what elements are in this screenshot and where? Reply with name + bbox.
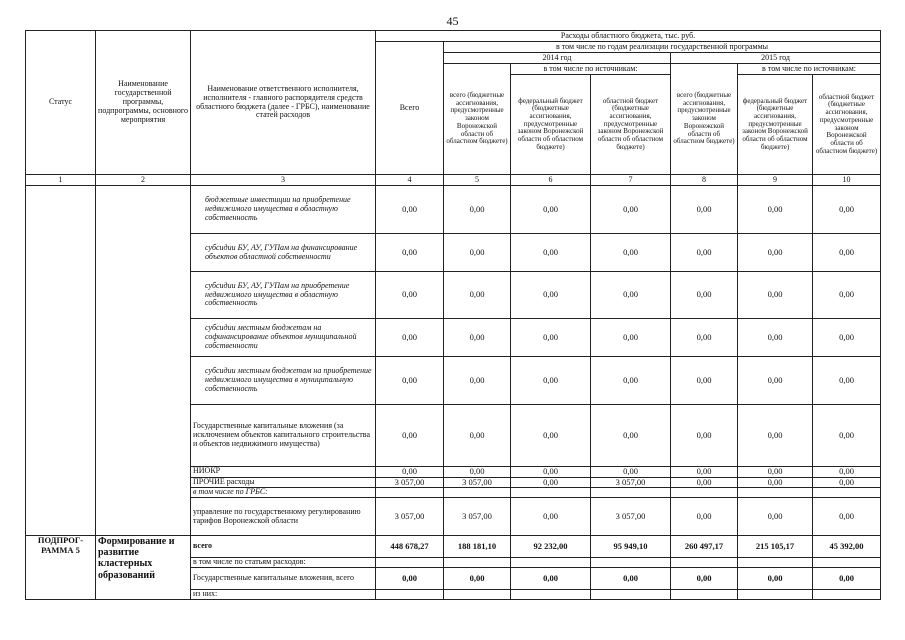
cell-value: 3 057,00 (376, 498, 444, 536)
cell-value: 448 678,27 (376, 536, 444, 558)
cell-value: 0,00 (813, 498, 881, 536)
cell-value: 0,00 (376, 357, 444, 405)
cell-value: 0,00 (813, 319, 881, 357)
header-by-sources-2014: в том числе по источникам: (511, 64, 671, 75)
cell-value: 0,00 (813, 272, 881, 319)
row-label: Государственные капитальные вложения, всего (191, 568, 376, 590)
cell-value (376, 488, 444, 498)
header-col-total-2014: всего (бюджетные ассигнования, предусмотренные законом Воронежской области об областном бюджете) (444, 64, 511, 175)
row-label: НИОКР (191, 467, 376, 478)
cell-value: 0,00 (671, 568, 738, 590)
cell-value: 0,00 (511, 319, 591, 357)
cell-value: 0,00 (671, 234, 738, 272)
cell-value: 0,00 (511, 405, 591, 467)
row-label: Государственные капитальные вложения (за исключением объектов капитального строительства и объектов недвижимого имущества) (191, 405, 376, 467)
cell-value: 0,00 (813, 186, 881, 234)
cell-value: 0,00 (376, 405, 444, 467)
subprogram-status: ПОДПРОГ-РАММА 5 (26, 536, 96, 600)
cell-value: 188 181,10 (444, 536, 511, 558)
cell-value: 0,00 (376, 319, 444, 357)
header-col-regional-2015: областной бюджет (бюджетные ассигнования, предусмотренные законом Воронежской области об областном бюджете) (813, 75, 881, 175)
cell-value: 0,00 (444, 467, 511, 478)
header-year-2014: 2014 год (444, 53, 671, 64)
col-number: 1 (26, 175, 96, 186)
cell-value: 0,00 (591, 357, 671, 405)
header-executor: Наименование ответственного исполнителя, исполнителя - главного распорядителя средств областного бюджета (далее - ГРБС), наименование статей расходов (191, 31, 376, 175)
cell-value: 0,00 (444, 272, 511, 319)
cell-value: 3 057,00 (444, 477, 511, 488)
cell-value: 260 497,17 (671, 536, 738, 558)
table-row (26, 186, 881, 234)
cell-value: 0,00 (511, 498, 591, 536)
cell-value: 0,00 (511, 477, 591, 488)
table-row (26, 536, 881, 558)
cell-value (511, 558, 591, 568)
cell-value: 0,00 (813, 467, 881, 478)
row-label: бюджетные инвестиции на приобретение недвижимого имущества в областную собственность (191, 186, 376, 234)
cell-value: 0,00 (591, 234, 671, 272)
cell-value: 0,00 (738, 498, 813, 536)
row-label: всего (191, 536, 376, 558)
cell-value: 0,00 (376, 234, 444, 272)
cell-value: 215 105,17 (738, 536, 813, 558)
cell-value: 0,00 (738, 319, 813, 357)
col-number: 4 (376, 175, 444, 186)
budget-table (25, 30, 881, 600)
cell-value (444, 558, 511, 568)
cell-value: 0,00 (671, 272, 738, 319)
row-label: из них: (191, 590, 376, 600)
cell-value: 0,00 (738, 568, 813, 590)
cell-value: 0,00 (511, 234, 591, 272)
cell-value: 0,00 (671, 186, 738, 234)
cell-value: 0,00 (444, 357, 511, 405)
cell-value: 0,00 (813, 234, 881, 272)
cell-value (738, 488, 813, 498)
cell-value: 0,00 (511, 272, 591, 319)
cell-value: 0,00 (444, 405, 511, 467)
cell-value: 0,00 (813, 477, 881, 488)
col-number: 3 (191, 175, 376, 186)
cell-value: 0,00 (444, 319, 511, 357)
cell-value: 0,00 (738, 234, 813, 272)
cell-value: 0,00 (444, 568, 511, 590)
cell-value (671, 488, 738, 498)
cell-value: 0,00 (738, 357, 813, 405)
header-expenses-title: Расходы областного бюджета, тыс. руб. (376, 31, 881, 42)
cell-value (738, 558, 813, 568)
cell-value: 0,00 (671, 405, 738, 467)
col-number: 5 (444, 175, 511, 186)
cell-value: 45 392,00 (813, 536, 881, 558)
cell-value: 3 057,00 (376, 477, 444, 488)
row-label: субсидии БУ, АУ, ГУПам на финансирование объектов областной собственности (191, 234, 376, 272)
cell-value (591, 488, 671, 498)
program-cell-empty (96, 186, 191, 536)
cell-value: 0,00 (511, 568, 591, 590)
cell-value: 0,00 (738, 272, 813, 319)
cell-value: 0,00 (376, 467, 444, 478)
col-number: 9 (738, 175, 813, 186)
cell-value: 0,00 (738, 477, 813, 488)
header-year-2015: 2015 год (671, 53, 881, 64)
cell-value: 92 232,00 (511, 536, 591, 558)
cell-value: 0,00 (444, 186, 511, 234)
col-number: 2 (96, 175, 191, 186)
cell-value: 0,00 (511, 467, 591, 478)
cell-value: 0,00 (671, 319, 738, 357)
cell-value: 0,00 (671, 467, 738, 478)
header-by-sources-2015: в том числе по источникам: (738, 64, 881, 75)
col-number: 6 (511, 175, 591, 186)
cell-value: 0,00 (671, 357, 738, 405)
row-label: ПРОЧИЕ расходы (191, 477, 376, 488)
page-number: 45 (446, 14, 459, 28)
cell-value: 3 057,00 (591, 477, 671, 488)
header-program-name: Наименование государственной программы, подпрограммы, основного мероприятия (96, 31, 191, 175)
cell-value (444, 590, 511, 600)
cell-value: 0,00 (591, 319, 671, 357)
cell-value (813, 488, 881, 498)
cell-value: 0,00 (591, 186, 671, 234)
cell-value: 0,00 (738, 467, 813, 478)
cell-value (511, 590, 591, 600)
cell-value (376, 558, 444, 568)
header-by-years: в том числе по годам реализации государственной программы (444, 42, 881, 53)
cell-value: 3 057,00 (444, 498, 511, 536)
cell-value: 0,00 (591, 467, 671, 478)
cell-value: 0,00 (671, 498, 738, 536)
col-number: 10 (813, 175, 881, 186)
cell-value (444, 488, 511, 498)
cell-value: 0,00 (444, 234, 511, 272)
row-label: субсидии БУ, АУ, ГУПам на приобретение недвижимого имущества в областную собственность (191, 272, 376, 319)
cell-value: 3 057,00 (591, 498, 671, 536)
cell-value: 0,00 (376, 568, 444, 590)
cell-value: 0,00 (738, 186, 813, 234)
col-number: 8 (671, 175, 738, 186)
cell-value: 0,00 (511, 357, 591, 405)
cell-value (511, 488, 591, 498)
cell-value: 0,00 (671, 477, 738, 488)
cell-value (738, 590, 813, 600)
header-total: Всего (376, 42, 444, 175)
cell-value: 0,00 (813, 568, 881, 590)
status-cell-empty (26, 186, 96, 536)
row-label: управление по государственному регулированию тарифов Воронежской области (191, 498, 376, 536)
cell-value: 0,00 (376, 186, 444, 234)
cell-value (376, 590, 444, 600)
cell-value (671, 590, 738, 600)
header-col-total-2015: всего (бюджетные ассигнования, предусмотренные законом Воронежской области об областном бюджете) (671, 64, 738, 175)
cell-value: 0,00 (738, 405, 813, 467)
cell-value: 0,00 (591, 568, 671, 590)
header-col-federal-2015: федеральный бюджет (бюджетные ассигнования, предусмотренные законом Воронежской области об областном бюджете) (738, 75, 813, 175)
row-label: в том числе по ГРБС: (191, 488, 376, 498)
cell-value (591, 558, 671, 568)
cell-value: 0,00 (591, 272, 671, 319)
cell-value: 0,00 (813, 357, 881, 405)
cell-value (813, 558, 881, 568)
cell-value: 0,00 (376, 272, 444, 319)
cell-value: 95 949,10 (591, 536, 671, 558)
header-status: Статус (26, 31, 96, 175)
row-label: в том числе по статьям расходов: (191, 558, 376, 568)
subprogram-name: Формирование и развитие кластерных образований (96, 536, 191, 600)
cell-value (813, 590, 881, 600)
header-col-regional-2014: областной бюджет (бюджетные ассигнования, предусмотренные законом Воронежской области об областном бюджете) (591, 75, 671, 175)
cell-value (671, 558, 738, 568)
header-col-federal-2014: федеральный бюджет (бюджетные ассигнования, предусмотренные законом Воронежской области об областном бюджете) (511, 75, 591, 175)
cell-value (591, 590, 671, 600)
cell-value: 0,00 (511, 186, 591, 234)
col-number: 7 (591, 175, 671, 186)
row-label: субсидии местным бюджетам на софинансирование объектов муниципальной собственности (191, 319, 376, 357)
cell-value: 0,00 (591, 405, 671, 467)
cell-value: 0,00 (813, 405, 881, 467)
row-label: субсидии местным бюджетам на приобретение недвижимого имущества в муниципальную собственность (191, 357, 376, 405)
